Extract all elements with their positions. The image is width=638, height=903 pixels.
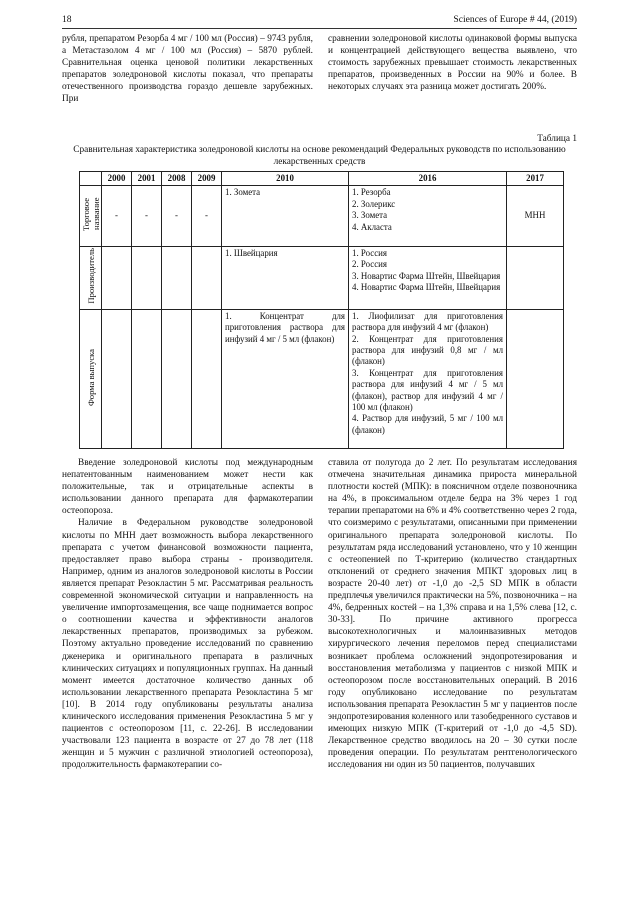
header-rule <box>62 28 577 29</box>
cell-line: 2. Россия <box>352 259 387 270</box>
table-cell <box>132 309 162 448</box>
cell-line: 1. Лиофилизат для приготовления раствора для инфузий 4 мг (флакон) <box>352 310 503 333</box>
page-header <box>62 14 577 28</box>
table-cell <box>507 246 564 309</box>
column-header: 2016 <box>349 172 507 186</box>
paragraph: Введение золедроновой кислоты под международным непатентованным наименованием может нести как положительные, так и отрицательные аспекты в использовании данного препарата для фармакотерапии остеопороза. <box>62 458 313 517</box>
column-header: 2010 <box>222 172 349 186</box>
table-header-row <box>80 172 564 186</box>
column-header: 2009 <box>192 172 222 186</box>
table-row <box>80 246 564 309</box>
table-cell: - <box>102 186 132 246</box>
cell-line: 1. Россия <box>352 247 387 258</box>
comparison-table <box>79 171 564 449</box>
journal-title: Sciences of Europe # 44, (2019) <box>453 14 577 25</box>
top-right-column <box>328 33 577 93</box>
table-cell <box>132 246 162 309</box>
table-cell <box>349 246 507 309</box>
table-caption: Сравнительная характеристика золедроновой кислоты на основе рекомендаций Федеральных руководств по использованию лекарственных средств <box>73 145 566 167</box>
cell-line: 4. Акласта <box>352 221 392 232</box>
cell-line: 3. Концентрат для приготовления раствора для инфузий 4 мг / 5 мл (флакон), раствор для инфузий 4 мг / 100 мл (флакон) <box>352 367 503 413</box>
table-cell <box>222 246 349 309</box>
column-header: 2017 <box>507 172 564 186</box>
row-header-cell <box>80 186 102 246</box>
row-header-cell <box>80 246 102 309</box>
table-cell: - <box>132 186 162 246</box>
table-cell <box>349 309 507 448</box>
paragraph: сравнении золедроновой кислоты одинаковой формы выпуска и концентрацией действующего вещества выявлено, что стоимость зарубежных превышает стоимость лекарственных препаратов, произведенных в России на 90% и более. В некоторых случаях эта разница может достигать 200%. <box>328 34 577 93</box>
bottom-left-column <box>62 457 313 771</box>
paragraph: Наличие в Федеральном руководстве золедроновой кислоты по МНН дает возможность выбора лекарственного препарата с учетом финансовой возможности пациента, предоставляет право выбора страны - производителя. Например, одним из аналогов золедроновой кислоты в России является препарат Резокластин 5 мг. Рассматривая реальность современной экономической ситуации и направленность на увеличение импортозамещения, все чаще поднимается вопрос о соотношении качества и эффективности аналогов лекарственных препаратов, производимых за рубежом. Поэтому актуально проведение исследований по сравнению дженерика и оригинального препарата в различных клинических ситуациях и популяционных группах. На данный момент имеется достаточное количество данных об использовании лекарственного препарата Резокластина 5 мг [10]. В 2014 году опубликованы результаты анализа клинического исследования применения Резокластина 5 мг у пациентов с остеопорозом [11, с. 22-26]. В исследовании участвовали 123 пациента в возрасте от 27 до 78 лет (118 женщин и 5 мужчин с различной этиологией остеопороза), продолжительность фармакотерапии со- <box>62 518 313 771</box>
table-cell <box>192 246 222 309</box>
table-cell <box>162 246 192 309</box>
paragraph: ставила от полугода до 2 лет. По результатам исследования отмечена значительная динамика прироста минеральной плотности костей (МПК): в поясничном отделе позвоночника на 4%, в проксимальном отделе бедра на 3% через 1 год терапии препаратоми на 6% и 4% соответственно через 2 года, что соизмеримо с результатами, описанными при применении оригинального препарата золедроновой кислоты. По результатам ряда исследований установлено, что у 10 женщин с остеопенией по Т-критерию (количество стандартных отклонений от среднего значения МПКТ здоровых лиц в возрасте 20-40 лет) от -1,0 до -2,5 SD МПК в области предплечья увеличился практически на 5%, позвоночника – на 4%, бедренных костей – на 1,3% справа и на 1,5% слева [12, с. 30-33]. По причине активного прогресса высокотехнологичных и малоинвазивных методов хирургического лечения переломов перед специалистами возникает проблема осложнений эндопротезирования и восстановления метаболизма у пациентов с низкой МПК и остеопорозом после восстановительных операций. В 2016 году опубликовано исследование по результатам использования препарата Резокластин 5 мг у пациентов после эндопротезирования коленного или тазобедренного суставов и имеющих низкую МПК (Т-критерий от -1,0 до -4,5 SD). Лекарственное средство вводилось на 20 – 30 сутки после проведения операции. По результатам рентгенологического исследования ни один из 50 пациентов, получавших <box>328 458 577 771</box>
page-number: 18 <box>62 14 72 25</box>
row-header-label: Торговое название <box>80 197 101 231</box>
row-header-cell <box>80 309 102 448</box>
table-row <box>80 186 564 246</box>
table-cell: - <box>162 186 192 246</box>
table-cell <box>102 246 132 309</box>
table-corner-cell <box>80 172 102 186</box>
cell-line: 4. Раствор для инфузий, 5 мг / 100 мл (флакон) <box>352 413 503 435</box>
cell-line: 1. Концентрат для приготовления раствора для инфузий 4 мг / 5 мл (флакон) <box>225 310 345 344</box>
bottom-right-column <box>328 457 577 771</box>
cell-line: 2. Золерикс <box>352 198 396 209</box>
column-header: 2001 <box>132 172 162 186</box>
cell-line: 1. Резорба <box>352 187 391 198</box>
column-header: 2008 <box>162 172 192 186</box>
table-cell <box>222 186 349 246</box>
cell-line: 1. Зомета <box>225 187 261 198</box>
table-cell <box>222 309 349 448</box>
row-header-label: Форма выпуска <box>85 348 96 406</box>
table-cell: - <box>192 186 222 246</box>
table-cell <box>507 309 564 448</box>
table-cell: МНН <box>507 186 564 246</box>
table-cell <box>192 309 222 448</box>
top-left-column <box>62 33 313 106</box>
paragraph: рубля, препаратом Резорба 4 мг / 100 мл (Россия) – 9743 рубля, а Метастазолом 4 мг / 100 мл (Россия) – 5870 рублей. Сравнительная оценка ценовой политики лекарственных препаратов золедроновой кислоты показал, что препараты отечественного производства гораздо дешевле зарубежных. При <box>62 34 313 105</box>
table-cell <box>349 186 507 246</box>
column-header: 2000 <box>102 172 132 186</box>
table-number: Таблица 1 <box>537 134 577 144</box>
table-row <box>80 309 564 448</box>
row-header-label: Производитель <box>85 248 96 304</box>
cell-line: 3. Зомета <box>352 210 388 221</box>
cell-line: 4. Новартис Фарма Штейн, Швейцария <box>352 282 501 293</box>
table-cell <box>162 309 192 448</box>
table-cell <box>102 309 132 448</box>
cell-line: 2. Концентрат для приготовления раствора для инфузий 0,8 мг / мл (флакон) <box>352 333 503 367</box>
cell-line: 1. Швейцария <box>225 247 278 258</box>
cell-line: 3. Новартис Фарма Штейн, Швейцария <box>352 270 501 281</box>
